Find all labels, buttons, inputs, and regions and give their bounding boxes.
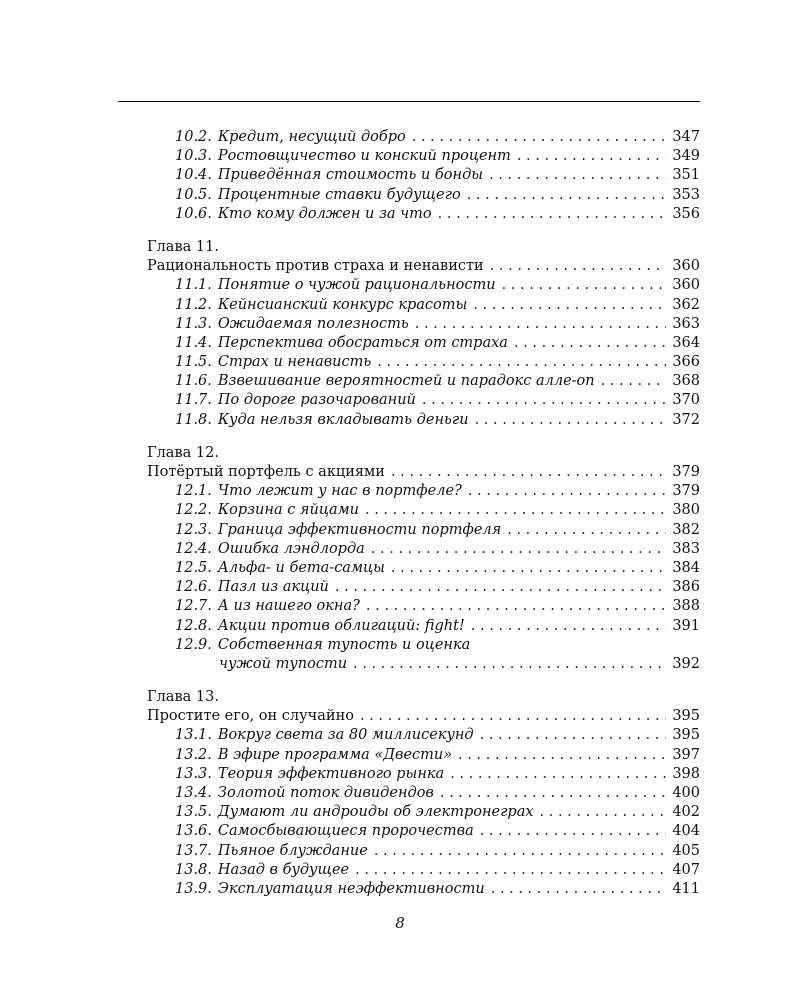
section-10 (147, 128, 700, 224)
table-of-contents (147, 128, 700, 899)
toc-entry[interactable]: 11.1. Понятие о чужой рациональности . . . 360 (147, 276, 700, 295)
toc-entry[interactable]: 12.1. Что лежит у нас в портфеле? . . . 379 (147, 482, 700, 501)
chapter-12 (147, 444, 700, 674)
toc-entry[interactable]: 13.2. В эфире программа «Двести» . . . 397 (147, 746, 700, 765)
toc-entry[interactable]: 12.5. Альфа- и бета-самцы . . . 384 (147, 559, 700, 578)
toc-entry-continuation[interactable]: чужой тупости . . . 392 (147, 655, 700, 674)
toc-entry[interactable]: 13.3. Теория эффективного рынка . . . 398 (147, 765, 700, 784)
toc-entry[interactable]: 13.1. Вокруг света за 80 миллисекунд . . . 395 (147, 726, 700, 745)
chapter-11 (147, 238, 700, 430)
toc-entry[interactable]: 11.6. Взвешивание вероятностей и парадокс алле-оп . . . 368 (147, 372, 700, 391)
chapter-title-entry[interactable]: Простите его, он случайно . . . 395 (147, 707, 700, 726)
toc-entry[interactable]: 10.6. Кто кому должен и за что . . . 356 (147, 205, 700, 224)
header-rule (118, 101, 700, 102)
toc-entry[interactable]: 11.4. Перспектива обосраться от страха . . . 364 (147, 334, 700, 353)
toc-entry[interactable]: 13.8. Назад в будущее . . . 407 (147, 861, 700, 880)
chapter-label: Глава 13. (147, 689, 219, 706)
toc-entry[interactable]: 11.5. Страх и ненависть . . . 366 (147, 353, 700, 372)
toc-entry[interactable]: 10.5. Процентные ставки будущего . . . 353 (147, 186, 700, 205)
toc-entry[interactable]: 11.2. Кейнсианский конкурс красоты . . . 362 (147, 296, 700, 315)
chapter-title-entry[interactable]: Рациональность против страха и ненависти . . . 360 (147, 257, 700, 276)
toc-entry[interactable]: 12.8. Акции против облигаций: fight! . . . 391 (147, 617, 700, 636)
toc-entry[interactable]: 13.5. Думают ли андроиды об электронеграх . . . 402 (147, 803, 700, 822)
toc-entry[interactable]: 10.4. Приведённая стоимость и бонды . . . 351 (147, 166, 700, 185)
toc-entry[interactable]: 11.7. По дороге разочарований . . . 370 (147, 391, 700, 410)
toc-entry[interactable]: 12.4. Ошибка лэндлорда . . . 383 (147, 540, 700, 559)
toc-entry[interactable]: 11.3. Ожидаемая полезность . . . 363 (147, 315, 700, 334)
toc-entry[interactable]: 13.9. Эксплуатация неэффективности . . . 411 (147, 880, 700, 899)
toc-entry[interactable]: 10.3. Ростовщичество и конский процент . . . 349 (147, 147, 700, 166)
toc-entry[interactable]: 12.7. А из нашего окна? . . . 388 (147, 597, 700, 616)
toc-entry[interactable]: 12.2. Корзина с яйцами . . . 380 (147, 501, 700, 520)
toc-entry[interactable]: 13.6. Самосбывающиеся пророчества . . . 404 (147, 822, 700, 841)
toc-entry[interactable]: 12.3. Граница эффективности портфеля . . . 382 (147, 521, 700, 540)
toc-entry[interactable]: 11.8. Куда нельзя вкладывать деньги . . . 372 (147, 411, 700, 430)
toc-entry[interactable]: 12.6. Пазл из акций . . . 386 (147, 578, 700, 597)
chapter-label: Глава 11. (147, 238, 219, 255)
toc-entry[interactable]: 13.4. Золотой поток дивидендов . . . 400 (147, 784, 700, 803)
chapter-label: Глава 12. (147, 444, 219, 461)
toc-entry-multiline[interactable]: 12.9. Собственная тупость и оценка (175, 636, 471, 653)
chapter-13 (147, 688, 700, 899)
toc-entry[interactable]: 10.2. Кредит, несущий добро . . . 347 (147, 128, 700, 147)
toc-entry[interactable]: 13.7. Пьяное блуждание . . . 405 (147, 842, 700, 861)
page-number: 8 (395, 914, 405, 932)
chapter-title-entry[interactable]: Потёртый портфель с акциями . . . 379 (147, 463, 700, 482)
